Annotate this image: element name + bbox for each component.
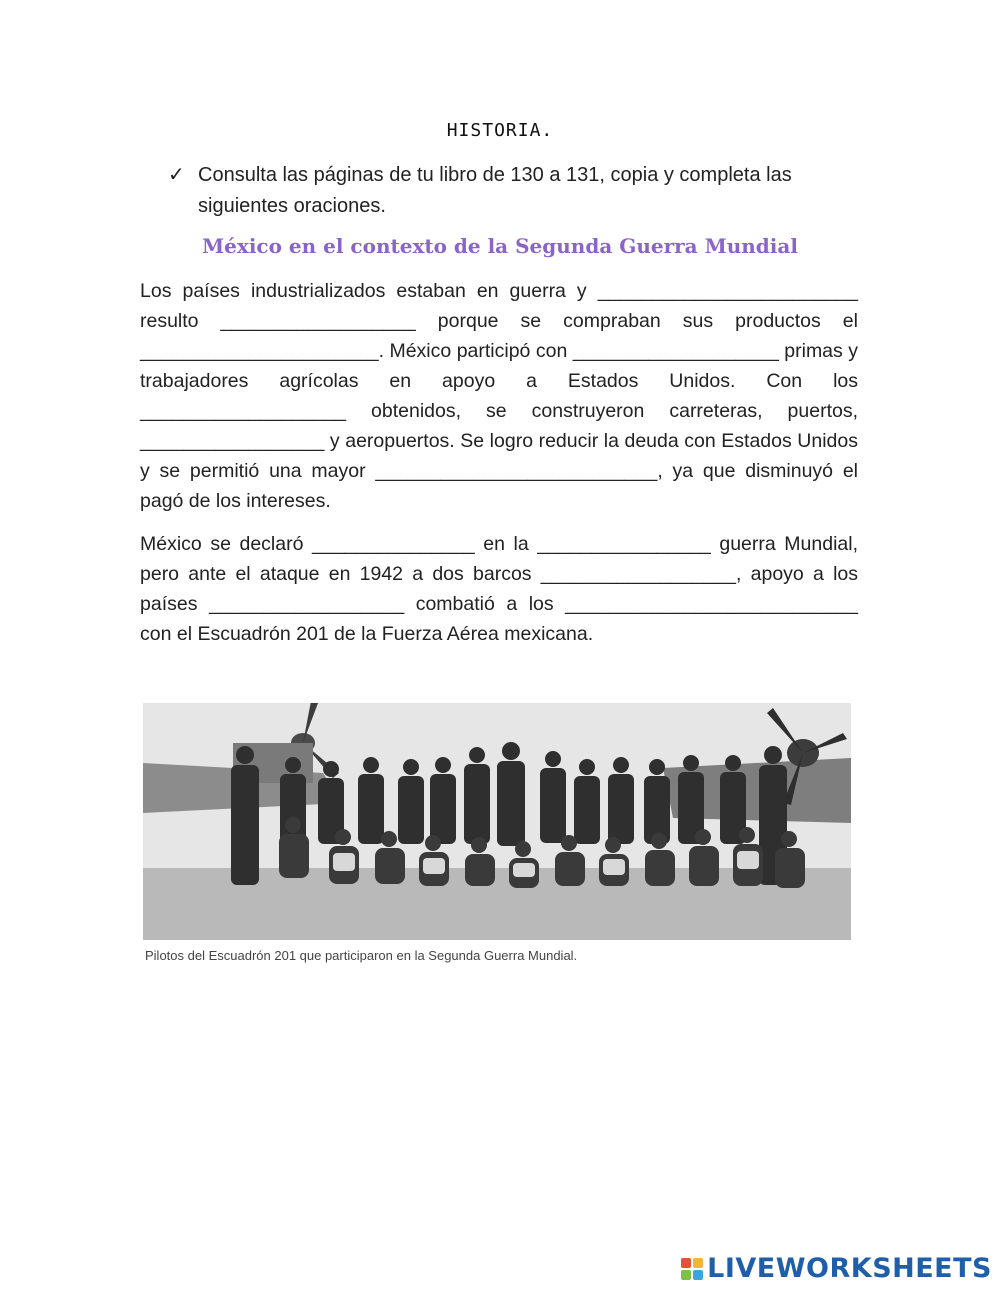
section-subtitle: México en el contexto de la Segunda Guerra Mundial [202, 234, 798, 258]
instruction-text: Consulta las páginas de tu libro de 130 a 131, copia y completa las siguientes oraciones. [198, 164, 792, 217]
paragraph-2: México se declaró _______________ en la ________________ guerra Mundial, pero ante el ataque en 1942 a dos barcos __________________, apoyo a los países __________________ combatió a los ___________________________ con el Escuadrón 201 de la Fuerza Aérea mexicana. [140, 533, 858, 645]
photo-caption: Pilotos del Escuadrón 201 que participaron en la Segunda Guerra Mundial. [145, 948, 578, 963]
liveworksheets-logo[interactable] [681, 1253, 992, 1284]
logo-text: LIVEWORKSHEETS [707, 1253, 992, 1284]
page-title: HISTORIA. [446, 120, 554, 141]
logo-blocks-icon [681, 1258, 703, 1280]
paragraph-1: Los países industrializados estaban en guerra y ________________________ resulto __________________ porque se compraban sus productos el ______________________. México participó con ___________________ primas y trabajadores agrícolas en apoyo a Estados Unidos. Con los ___________________ obtenidos, se construyeron carreteras, puertos, _________________ y aeropuertos. Se logro reducir la deuda con Estados Unidos y se permitió una mayor __________________________, ya que disminuyó el pagó de los intereses. [140, 280, 858, 512]
squadron-photo-illustration [143, 703, 851, 940]
squadron-photo [143, 703, 851, 940]
checkmark-icon: ✓ [168, 164, 185, 186]
instruction [168, 160, 848, 222]
